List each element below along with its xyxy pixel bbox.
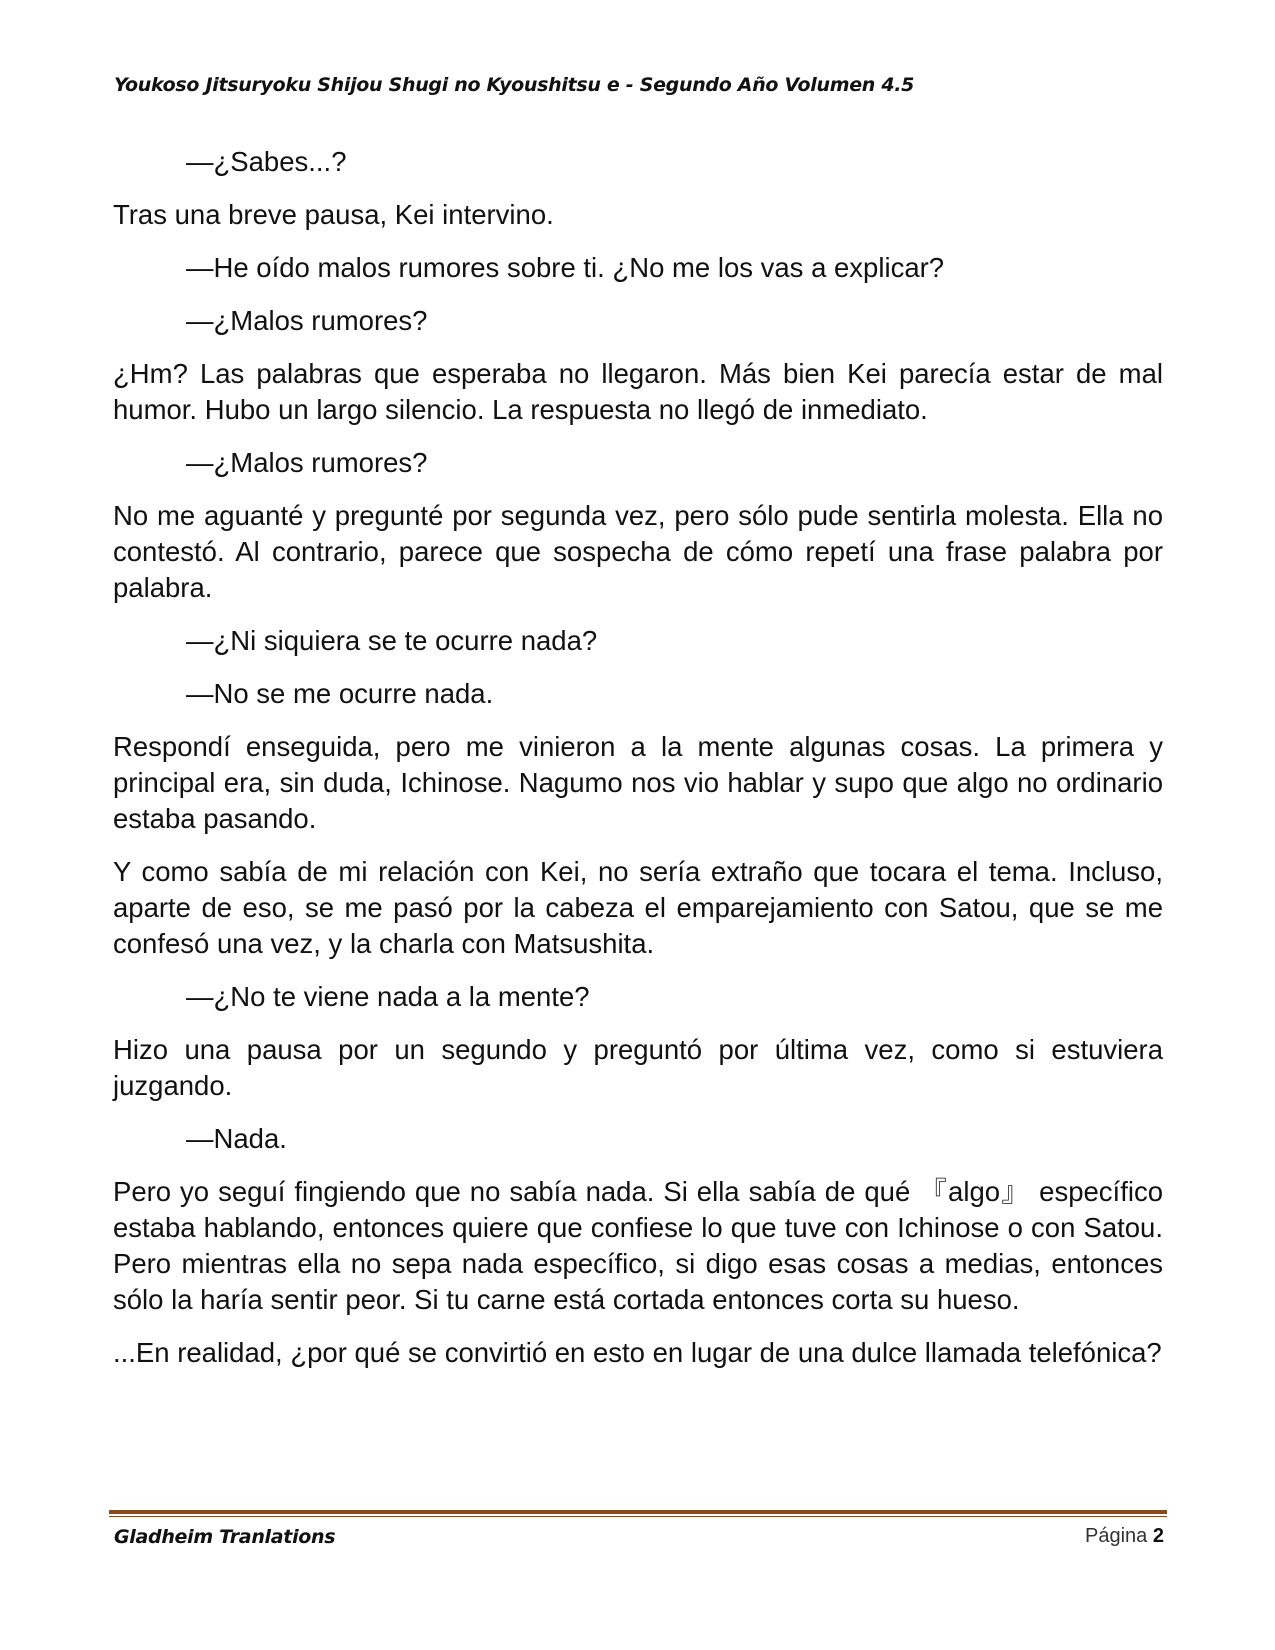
document-body <box>113 144 1163 1388</box>
paragraph-dialog: —¿No te viene nada a la mente? <box>186 981 590 1012</box>
paragraph-dialog: —He oído malos rumores sobre ti. ¿No me los vas a explicar? <box>186 252 945 283</box>
paragraph-narration: Hizo una pausa por un segundo y preguntó por última vez, como si estuviera juzgando. <box>113 1034 1163 1101</box>
paragraph-dialog: —¿Malos rumores? <box>186 305 428 336</box>
page-label: Página <box>1085 1525 1148 1547</box>
footer-credit: Gladheim Tranlations <box>114 1526 336 1548</box>
paragraph-dialog: —Nada. <box>186 1123 287 1154</box>
paragraph-dialog: —No se me ocurre nada. <box>186 678 494 709</box>
paragraph-narration: Respondí enseguida, pero me vinieron a la mente algunas cosas. La primera y principal era, sin duda, Ichinose. Nagumo nos vio hablar y supo que algo no ordinario estaba pasando. <box>113 731 1163 834</box>
page-number-value: 2 <box>1152 1525 1164 1547</box>
paragraph-narration: Tras una breve pausa, Kei intervino. <box>113 199 554 230</box>
footer-divider <box>109 1510 1167 1517</box>
paragraph-narration: Y como sabía de mi relación con Kei, no sería extraño que tocara el tema. Incluso, aparte de eso, se me pasó por la cabeza el emparejamiento con Satou, que se me confesó una vez, y la charla con Matsushita. <box>113 856 1163 959</box>
paragraph-narration: No me aguanté y pregunté por segunda vez, pero sólo pude sentirla molesta. Ella no contestó. Al contrario, parece que sospecha de cómo repetí una frase palabra por palabra. <box>113 500 1163 603</box>
paragraph-narration: Pero yo seguí fingiendo que no sabía nada. Si ella sabía de qué 『algo』 específico estaba hablando, entonces quiere que confiese lo que tuve con Ichinose o con Satou. Pero mientras ella no sepa nada específico, si digo esas cosas a medias, entonces sólo la haría sentir peor. Si tu carne está cortada entonces corta su hueso. <box>113 1176 1163 1315</box>
paragraph-dialog: —¿Sabes...? <box>186 146 347 177</box>
page-header-title: Youkoso Jitsuryoku Shijou Shugi no Kyoushitsu e - Segundo Año Volumen 4.5 <box>114 74 915 96</box>
paragraph-narration: ...En realidad, ¿por qué se convirtió en esto en lugar de una dulce llamada telefónica? <box>113 1337 1162 1368</box>
paragraph-dialog: —¿Ni siquiera se te ocurre nada? <box>186 625 598 656</box>
paragraph-narration: ¿Hm? Las palabras que esperaba no llegaron. Más bien Kei parecía estar de mal humor. Hubo un largo silencio. La respuesta no llegó de inmediato. <box>113 358 1163 425</box>
paragraph-dialog: —¿Malos rumores? <box>186 447 428 478</box>
page-number <box>1085 1525 1164 1548</box>
